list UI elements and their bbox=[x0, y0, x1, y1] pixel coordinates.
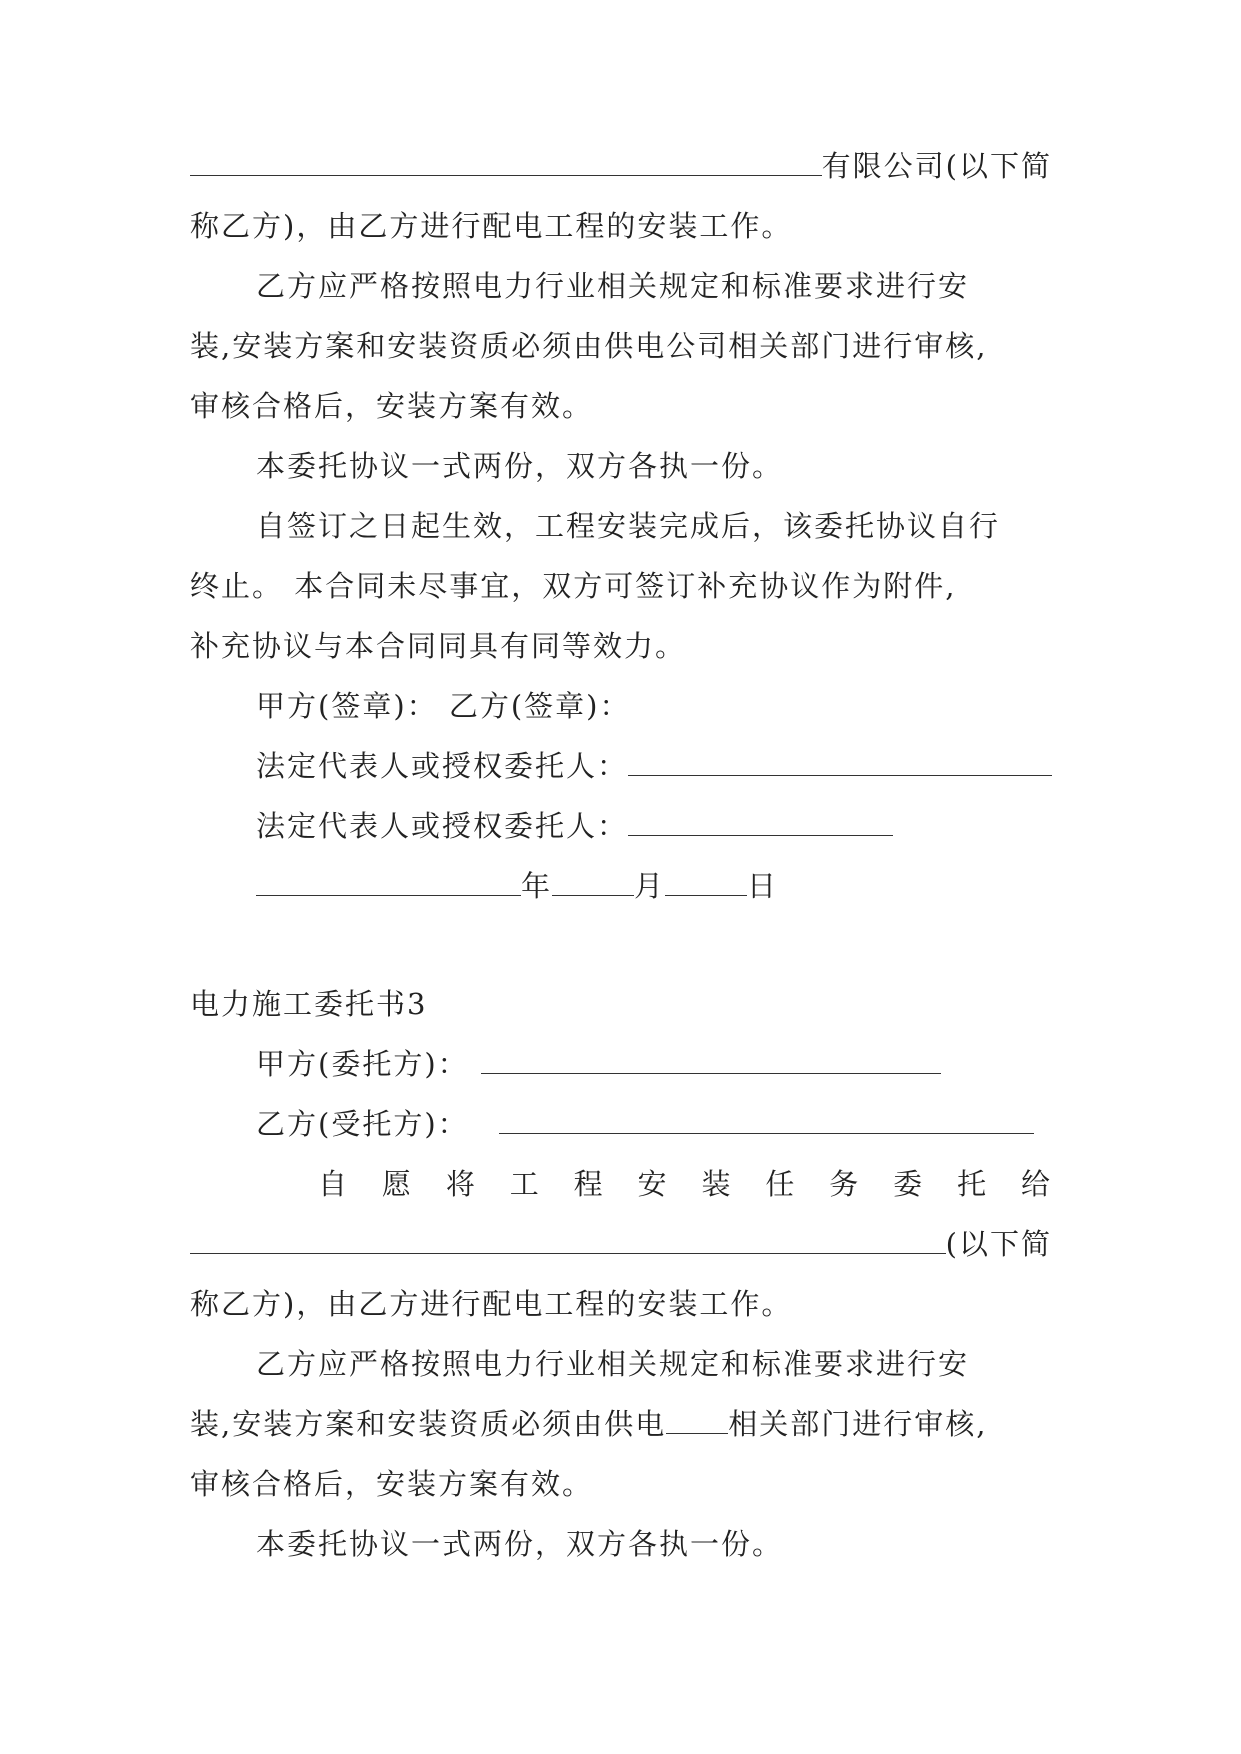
char: 自 bbox=[318, 1167, 350, 1201]
char: 托 bbox=[957, 1167, 989, 1201]
char: 将 bbox=[445, 1167, 477, 1201]
inline-blank bbox=[666, 1407, 728, 1434]
party-b-line bbox=[256, 1104, 1052, 1144]
legal-representative-label: 法定代表人或授权委托人： bbox=[256, 809, 629, 843]
day-label: 日 bbox=[747, 869, 779, 903]
paragraph-line bbox=[190, 1404, 1052, 1444]
char: 工 bbox=[509, 1167, 541, 1201]
paragraph-line: 称乙方)，由乙方进行配电工程的安装工作。 bbox=[190, 209, 793, 243]
char: 愿 bbox=[381, 1167, 413, 1201]
party-b-label: 乙方(受托方)： bbox=[256, 1107, 469, 1141]
paragraph-fragment: 相关部门进行审核, bbox=[728, 1407, 988, 1441]
company-line bbox=[190, 1224, 1052, 1264]
paragraph-line: 本委托协议一式两份，双方各执一份。 bbox=[256, 1527, 784, 1561]
paragraph-line: 称乙方)，由乙方进行配电工程的安装工作。 bbox=[190, 1287, 793, 1321]
party-b-blank bbox=[499, 1107, 1034, 1134]
company-name-blank bbox=[190, 1227, 946, 1254]
paragraph-line: 乙方应严格按照电力行业相关规定和标准要求进行安 bbox=[256, 269, 970, 303]
legal-representative-line bbox=[256, 746, 1052, 786]
legal-representative-label: 法定代表人或授权委托人： bbox=[256, 749, 629, 783]
day-blank bbox=[665, 869, 747, 896]
month-label: 月 bbox=[634, 869, 666, 903]
document-title: 电力施工委托书3 bbox=[190, 987, 428, 1021]
char: 务 bbox=[829, 1167, 861, 1201]
paragraph-line: 终止。 本合同未尽事宜，双方可签订补充协议作为附件, bbox=[190, 569, 957, 603]
char: 程 bbox=[573, 1167, 605, 1201]
char: 委 bbox=[893, 1167, 925, 1201]
date-line bbox=[256, 866, 1052, 906]
legal-representative-line bbox=[256, 806, 1052, 846]
party-a-label: 甲方(委托方)： bbox=[256, 1047, 469, 1081]
legal-representative-blank bbox=[628, 809, 893, 836]
paragraph-line: 审核合格后，安装方案有效。 bbox=[190, 389, 594, 423]
party-a-line bbox=[256, 1044, 1052, 1084]
char: 任 bbox=[765, 1167, 797, 1201]
paragraph-line: 本委托协议一式两份，双方各执一份。 bbox=[256, 449, 784, 483]
paragraph-line: 乙方应严格按照电力行业相关规定和标准要求进行安 bbox=[256, 1347, 970, 1381]
company-line bbox=[190, 146, 1052, 186]
company-name-blank bbox=[190, 149, 822, 176]
paragraph-line: 补充协议与本合同同具有同等效力。 bbox=[190, 629, 687, 663]
paragraph-line: 装,安装方案和安装资质必须由供电公司相关部门进行审核, bbox=[190, 329, 988, 363]
legal-representative-blank bbox=[628, 749, 1052, 776]
paragraph-line: 审核合格后，安装方案有效。 bbox=[190, 1467, 594, 1501]
year-blank bbox=[256, 869, 521, 896]
party-a-blank bbox=[481, 1047, 941, 1074]
justified-line bbox=[318, 1164, 1052, 1204]
paragraph-fragment: 装,安装方案和安装资质必须由供电 bbox=[190, 1407, 667, 1441]
company-suffix-text: (以下简 bbox=[945, 1227, 1052, 1261]
char: 安 bbox=[637, 1167, 669, 1201]
signature-party-line: 甲方(签章)： 乙方(签章)： bbox=[256, 689, 631, 723]
year-label: 年 bbox=[521, 869, 553, 903]
char: 给 bbox=[1020, 1167, 1052, 1201]
month-blank bbox=[552, 869, 634, 896]
company-suffix-text: 有限公司(以下简 bbox=[821, 149, 1052, 183]
paragraph-line: 自签订之日起生效，工程安装完成后，该委托协议自行 bbox=[256, 509, 1001, 543]
char: 装 bbox=[701, 1167, 733, 1201]
